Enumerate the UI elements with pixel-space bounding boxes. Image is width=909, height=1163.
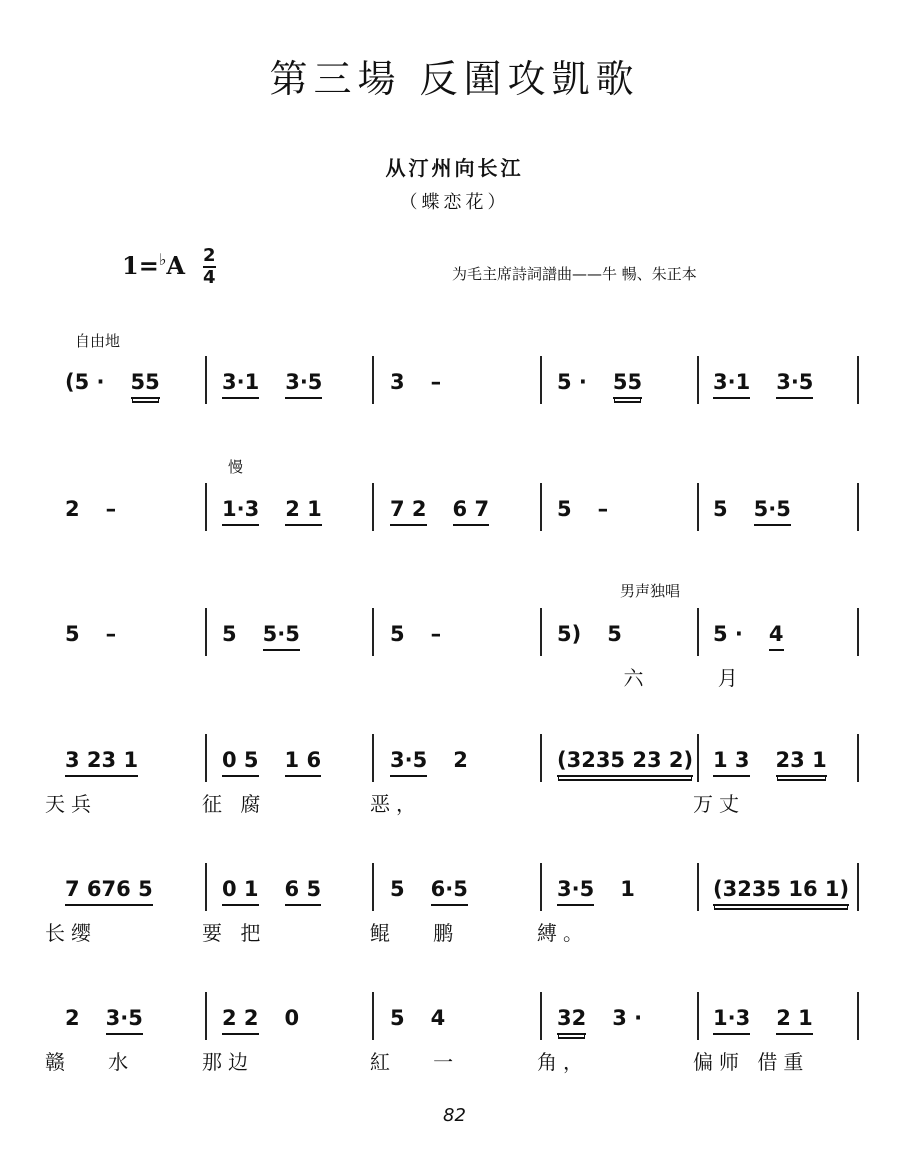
barline [697, 734, 699, 782]
note-group: 5 [607, 622, 622, 646]
barline [372, 992, 374, 1040]
note-group: – [597, 497, 609, 521]
note-group: (3235 23 2) [557, 748, 693, 777]
barline [205, 992, 207, 1040]
lyric: 万丈 [693, 792, 745, 816]
note-group: 2 2 [222, 1006, 259, 1035]
barline [540, 734, 542, 782]
composer-credit: 为毛主席詩詞譜曲——牛 暢、朱正本 [452, 265, 697, 283]
note-group: 5 [65, 622, 80, 646]
barline [857, 734, 859, 782]
key-note: A [166, 251, 185, 280]
lyric: 月 [693, 666, 744, 690]
measure [713, 497, 791, 526]
measure [390, 877, 468, 906]
note-group: 3 [390, 370, 405, 394]
barline [540, 863, 542, 911]
measure [713, 877, 849, 906]
measure [390, 622, 441, 649]
flat-sign: ♭ [158, 250, 167, 269]
note-group: 5 [390, 877, 405, 901]
measure [713, 748, 827, 777]
barline [372, 863, 374, 911]
measure [557, 877, 635, 906]
note-group: 3 · [612, 1006, 643, 1030]
tune-name: （蝶恋花） [399, 192, 510, 213]
note-group: 1·3 [222, 497, 259, 526]
note-group: 5 [222, 622, 237, 646]
note-group: 5 [390, 622, 405, 646]
note-group: 6 5 [285, 877, 322, 906]
measure [222, 370, 322, 399]
measure [390, 370, 441, 397]
note-group: 5 [390, 1006, 405, 1030]
barline [372, 483, 374, 531]
barline [540, 356, 542, 404]
lyric: 鲲 鹏 [370, 921, 460, 945]
lyric: 长缨 [45, 921, 97, 945]
note-group: 3·1 [713, 370, 750, 399]
note-group: 1 3 [713, 748, 750, 777]
note-group: (5 · [65, 370, 105, 394]
barline [697, 356, 699, 404]
note-group: 5 [713, 497, 728, 521]
tempo-marking-slow: 慢 [228, 458, 244, 476]
barline [205, 608, 207, 656]
barline [205, 356, 207, 404]
barline [540, 992, 542, 1040]
note-group: 0 5 [222, 748, 259, 777]
barline [540, 483, 542, 531]
note-group: 2 1 [285, 497, 322, 526]
note-group: 0 1 [222, 877, 259, 906]
note-group: 3·1 [222, 370, 259, 399]
note-group: 3 23 1 [65, 748, 138, 777]
lyric: 恶， [370, 792, 422, 816]
note-group: 6·5 [431, 877, 468, 906]
measure [65, 748, 138, 777]
barline [697, 863, 699, 911]
barline [372, 608, 374, 656]
barline [697, 992, 699, 1040]
note-group: – [105, 497, 117, 521]
barline [540, 608, 542, 656]
note-group: 5 [557, 497, 572, 521]
note-group: (3235 16 1) [713, 877, 849, 906]
note-group: 5·5 [263, 622, 300, 651]
measure [713, 1006, 813, 1035]
note-group: 3·5 [390, 748, 427, 777]
lyric: 縛。 [537, 921, 589, 945]
measure [222, 622, 300, 651]
barline [205, 863, 207, 911]
note-group: 3·5 [557, 877, 594, 906]
measure [557, 748, 693, 777]
measure [390, 497, 489, 526]
note-group: 32 [557, 1006, 586, 1035]
lyric: 天兵 [45, 792, 97, 816]
barline [372, 734, 374, 782]
note-group: 2 [453, 748, 468, 772]
note-group: 2 [65, 1006, 80, 1030]
measure [557, 497, 608, 524]
barline [857, 483, 859, 531]
measure [390, 1006, 445, 1033]
note-group: 4 [430, 1006, 446, 1030]
barline [372, 356, 374, 404]
key-prefix: 1= [122, 251, 159, 280]
note-group: – [430, 370, 442, 394]
barline [697, 608, 699, 656]
measure [65, 622, 116, 649]
note-group: 1 [620, 877, 635, 901]
note-group: 3·5 [106, 1006, 143, 1035]
tempo-marking-free: 自由地 [75, 332, 121, 350]
key-signature [122, 250, 185, 280]
note-group: 3·5 [776, 370, 813, 399]
measure [65, 497, 116, 524]
note-group: 5) [557, 622, 582, 646]
male-solo-marking: 男声独唱 [620, 582, 681, 600]
barline [857, 608, 859, 656]
note-group: 7 2 [390, 497, 427, 526]
lyric: 角， [537, 1050, 589, 1074]
barline [205, 734, 207, 782]
note-group: 2 [65, 497, 80, 521]
time-numerator: 2 [203, 245, 216, 266]
time-signature [203, 246, 216, 288]
measure [65, 877, 153, 906]
lyric: 征 腐 [202, 792, 267, 816]
measure [557, 1006, 642, 1035]
note-group: 55 [613, 370, 642, 399]
lyric: 要 把 [202, 921, 267, 945]
note-group: 4 [769, 622, 784, 651]
note-group: 5 · [557, 370, 587, 394]
measure [222, 877, 321, 906]
note-group: 2 1 [776, 1006, 813, 1035]
note-group: 6 7 [453, 497, 490, 526]
song-title: 从汀州向长江 [385, 156, 524, 180]
note-group: 1·3 [713, 1006, 750, 1035]
barline [205, 483, 207, 531]
measure [557, 622, 622, 649]
scene-title: 第三場 反圍攻凱歌 [269, 57, 640, 101]
measure [65, 1006, 143, 1035]
measure [390, 748, 468, 777]
measure [65, 370, 160, 399]
lyric: 紅 一 [370, 1050, 460, 1074]
measure [713, 370, 813, 399]
note-group: – [430, 622, 442, 646]
note-group: 5·5 [754, 497, 791, 526]
note-group: 5 · [713, 622, 743, 646]
barline [697, 483, 699, 531]
time-denominator: 4 [203, 267, 216, 288]
lyric: 六 [537, 666, 650, 690]
note-group: 55 [131, 370, 160, 399]
note-group: 0 [284, 1006, 300, 1030]
note-group: 7 676 5 [65, 877, 153, 906]
lyric: 赣 水 [45, 1050, 135, 1074]
measure [222, 1006, 299, 1035]
measure [713, 622, 784, 651]
barline [857, 992, 859, 1040]
measure [222, 497, 322, 526]
note-group: 23 1 [776, 748, 827, 777]
note-group: 1 6 [285, 748, 322, 777]
page-number: 82 [443, 1105, 466, 1126]
note-group: 3·5 [285, 370, 322, 399]
barline [857, 356, 859, 404]
measure [222, 748, 321, 777]
measure [557, 370, 642, 399]
note-group: – [105, 622, 117, 646]
lyric: 偏师 借重 [693, 1050, 810, 1074]
lyric: 那边 [202, 1050, 254, 1074]
barline [857, 863, 859, 911]
